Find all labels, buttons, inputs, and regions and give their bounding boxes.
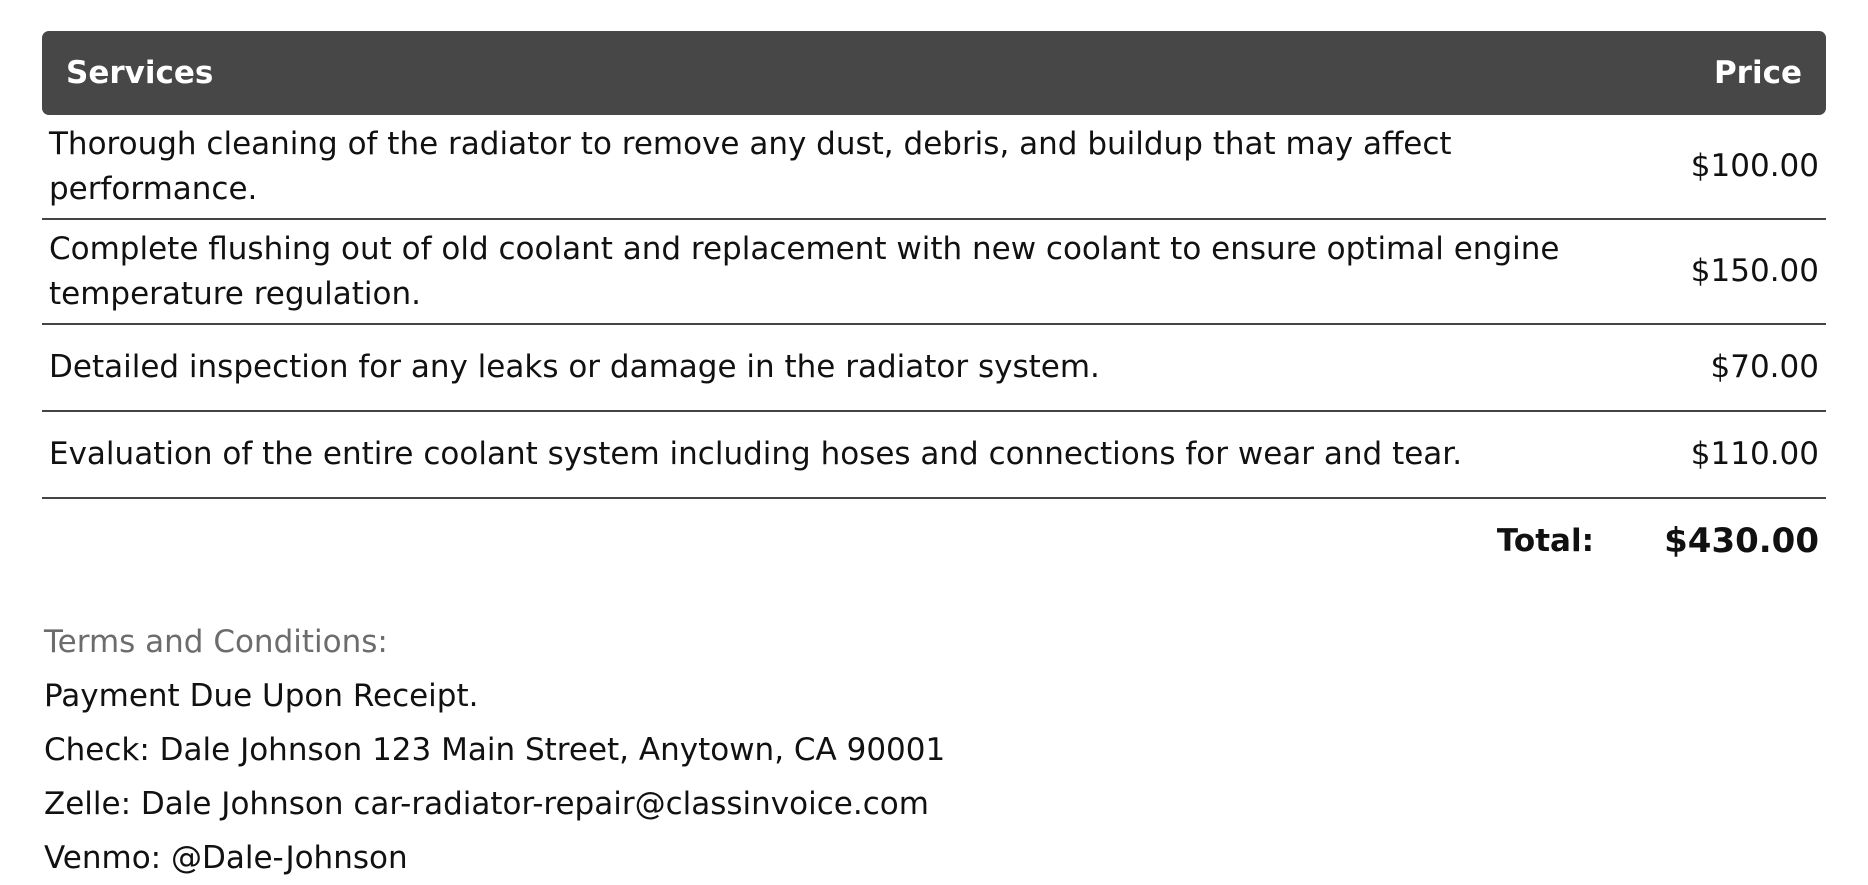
terms-section: [44, 616, 1544, 885]
terms-title: Terms and Conditions:: [44, 624, 388, 660]
price-column-header: Price: [1622, 31, 1826, 115]
service-description: Evaluation of the entire coolant system including hoses and connections for wear and tear.: [42, 411, 1622, 498]
table-row: [42, 219, 1826, 324]
table-row: [42, 115, 1826, 219]
invoice-services-section: [42, 31, 1826, 583]
service-price: $110.00: [1622, 411, 1826, 498]
service-price: $100.00: [1622, 115, 1826, 219]
terms-payment-due: Payment Due Upon Receipt.: [44, 678, 479, 714]
total-value: $430.00: [1664, 521, 1819, 561]
service-price: $150.00: [1622, 219, 1826, 324]
service-description: Detailed inspection for any leaks or damage in the radiator system.: [42, 324, 1622, 411]
total-row: [42, 498, 1826, 583]
service-price: $70.00: [1622, 324, 1826, 411]
terms-check-info: Check: Dale Johnson 123 Main Street, Anytown, CA 90001: [44, 732, 946, 768]
service-description: Complete flushing out of old coolant and replacement with new coolant to ensure optimal engine temperature regulation.: [42, 219, 1622, 324]
table-row: [42, 411, 1826, 498]
services-column-header: Services: [42, 31, 1622, 115]
total-label: Total:: [1496, 523, 1594, 559]
service-description: Thorough cleaning of the radiator to remove any dust, debris, and buildup that may affect performance.: [42, 115, 1622, 219]
services-table: [42, 31, 1826, 583]
table-row: [42, 324, 1826, 411]
terms-zelle-info: Zelle: Dale Johnson car-radiator-repair@classinvoice.com: [44, 786, 929, 822]
terms-venmo-info: Venmo: @Dale-Johnson: [44, 840, 408, 876]
table-header-row: [42, 31, 1826, 115]
